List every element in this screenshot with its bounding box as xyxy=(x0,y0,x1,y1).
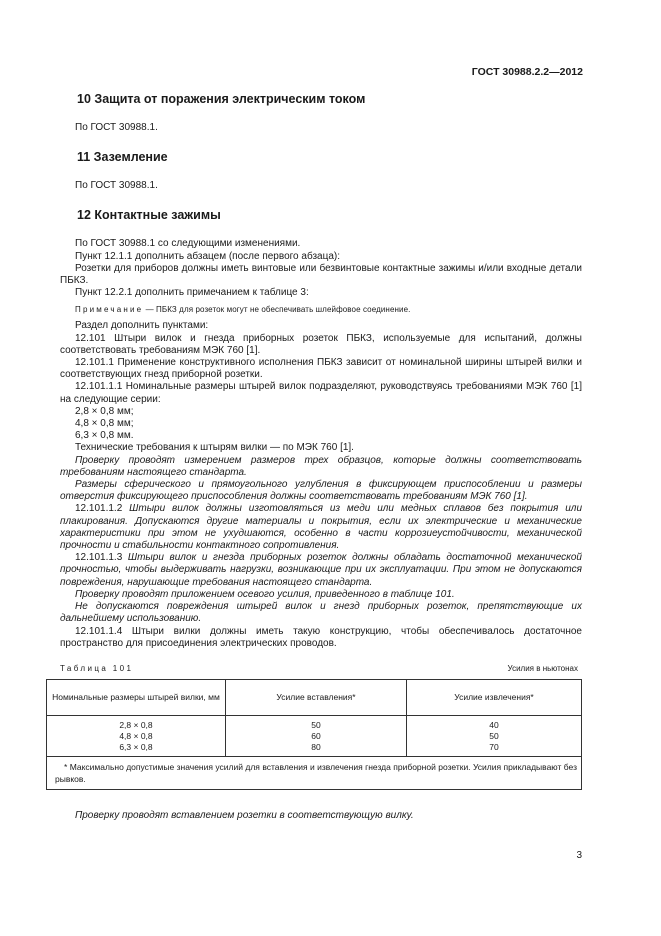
clause-12-101-1-4: 12.101.1.4 Штыри вилки должны иметь такую конструкцию, чтобы обеспечивалось достаточное пространство для присоединения электрических проводов. xyxy=(60,625,582,649)
table-footnote: * Максимально допустимые значения усилий для вставления и извлечения гнезда приборной розетки. Усилия прикладывают без рывков. xyxy=(47,756,582,789)
paragraph: Раздел дополнить пунктами: xyxy=(75,320,209,332)
series-item: 6,3 × 0,8 мм. xyxy=(75,430,134,442)
section-12-title: 12 Контактные зажимы xyxy=(77,208,221,223)
paragraph: Пункт 12.2.1 дополнить примечанием к таблице 3: xyxy=(75,287,309,299)
cell-line: 50 xyxy=(311,719,321,730)
cell-line: 70 xyxy=(489,741,499,752)
table-header-cell: Усилие извлечения* xyxy=(407,679,582,715)
clause-12-101-1-2 xyxy=(60,503,582,552)
table-caption: Таблица 101 xyxy=(60,663,134,673)
closing-paragraph: Проверку проводят вставлением розетки в соответствующую вилку. xyxy=(75,809,414,821)
clause-text: Штыри вилок и гнезда приборных розеток должны обладать достаточной механической прочностью, чтобы выдерживать нагрузки, возникающие при их эксплуатации. При этом не допускаются повреждения, нарушающие требования настоящего стандарта. xyxy=(60,552,582,588)
cell-line: 4,8 × 0,8 xyxy=(119,730,153,741)
clause-number: 12.101.1.3 xyxy=(75,552,128,564)
paragraph: По ГОСТ 30988.1 со следующими изменениями. xyxy=(75,238,301,250)
clause-12-101: 12.101 Штыри вилок и гнезда приборных розеток ПБКЗ, используемые для испытаний, должны соответствовать требованиям МЭК 760 [1]. xyxy=(60,332,582,356)
table-footnote-row xyxy=(47,756,582,789)
table-cell xyxy=(47,715,226,756)
clause-12-101-1-3 xyxy=(60,552,582,589)
table-body-row xyxy=(47,715,582,756)
page-content xyxy=(52,92,583,822)
note xyxy=(60,305,582,314)
standard-header: ГОСТ 30988.2.2—2012 xyxy=(471,66,583,78)
clause-number: 12.101.1.2 xyxy=(75,503,130,515)
clause-12-101-1-1: 12.101.1.1 Номинальные размеры штырей вилок подразделяют, руководствуясь требованиями МЭК 760 [1] на следующие серии: xyxy=(60,381,582,405)
series-item: 2,8 × 0,8 мм; xyxy=(75,405,134,417)
cell-line: 40 xyxy=(489,719,499,730)
paragraph-italic: Не допускаются повреждения штырей вилок и гнезд приборных розеток, препятствующие их дальнейшему использованию. xyxy=(60,601,582,625)
paragraph: Розетки для приборов должны иметь винтовые или безвинтовые контактные зажимы и/или входные детали ПБКЗ. xyxy=(60,262,582,287)
note-label: Примечание xyxy=(75,305,144,315)
section-10-title: 10 Защита от поражения электрическим током xyxy=(77,92,366,106)
cell-line: 2,8 × 0,8 xyxy=(119,719,153,730)
cell-line: 60 xyxy=(311,730,321,741)
table-caption-row xyxy=(60,664,582,673)
page-number: 3 xyxy=(576,850,582,861)
forces-table xyxy=(46,679,582,790)
section-11-text: По ГОСТ 30988.1. xyxy=(75,180,158,192)
table-units: Усилия в ньютонах xyxy=(507,663,578,673)
series-item: 4,8 × 0,8 мм; xyxy=(75,418,134,430)
table-header-cell: Усилие вставления* xyxy=(226,679,407,715)
paragraph-italic: Проверку проводят приложением осевого усилия, приведенного в таблице 101. xyxy=(75,588,455,600)
cell-line: 80 xyxy=(311,741,321,752)
note-text: — ПБКЗ для розеток могут не обеспечивать шлейфовое соединение. xyxy=(143,305,411,315)
table-header-cell: Номинальные размеры штырей вилки, мм xyxy=(47,679,226,715)
cell-line: 6,3 × 0,8 xyxy=(119,741,153,752)
paragraph-italic: Проверку проводят измерением размеров трех образцов, которые должны соответствовать требованиям настоящего стандарта. xyxy=(60,454,582,478)
table-cell xyxy=(226,715,407,756)
section-11-title: 11 Заземление xyxy=(77,150,168,165)
clause-text: Штыри вилок должны изготовляться из меди или медных сплавов без покрытия или плакирования. Допускаются другие материалы и покрытия, если их электрические и механические характеристики при этом не ухудшаются, особенно в части коррозиеустойчивости, механической прочности и стабильности контактного сопротивления. xyxy=(60,503,583,552)
paragraph: Пункт 12.1.1 дополнить абзацем (после первого абзаца): xyxy=(75,250,341,262)
cell-line: 50 xyxy=(489,730,499,741)
table-cell xyxy=(407,715,582,756)
clause-12-101-1: 12.101.1 Применение конструктивного исполнения ПБКЗ зависит от номинальной ширины штырей вилки и соответствующих гнезд приборной розетки. xyxy=(60,357,582,381)
paragraph: Технические требования к штырям вилки — по МЭК 760 [1]. xyxy=(75,442,354,454)
section-10-text: По ГОСТ 30988.1. xyxy=(75,122,158,133)
table-header-row xyxy=(47,679,582,715)
paragraph-italic: Размеры сферического и прямоугольного углубления в фиксирующем приспособлении и размеры отверстия фиксирующего приспособления должны соответствовать требованиям МЭК 760 [1]. xyxy=(60,479,582,503)
